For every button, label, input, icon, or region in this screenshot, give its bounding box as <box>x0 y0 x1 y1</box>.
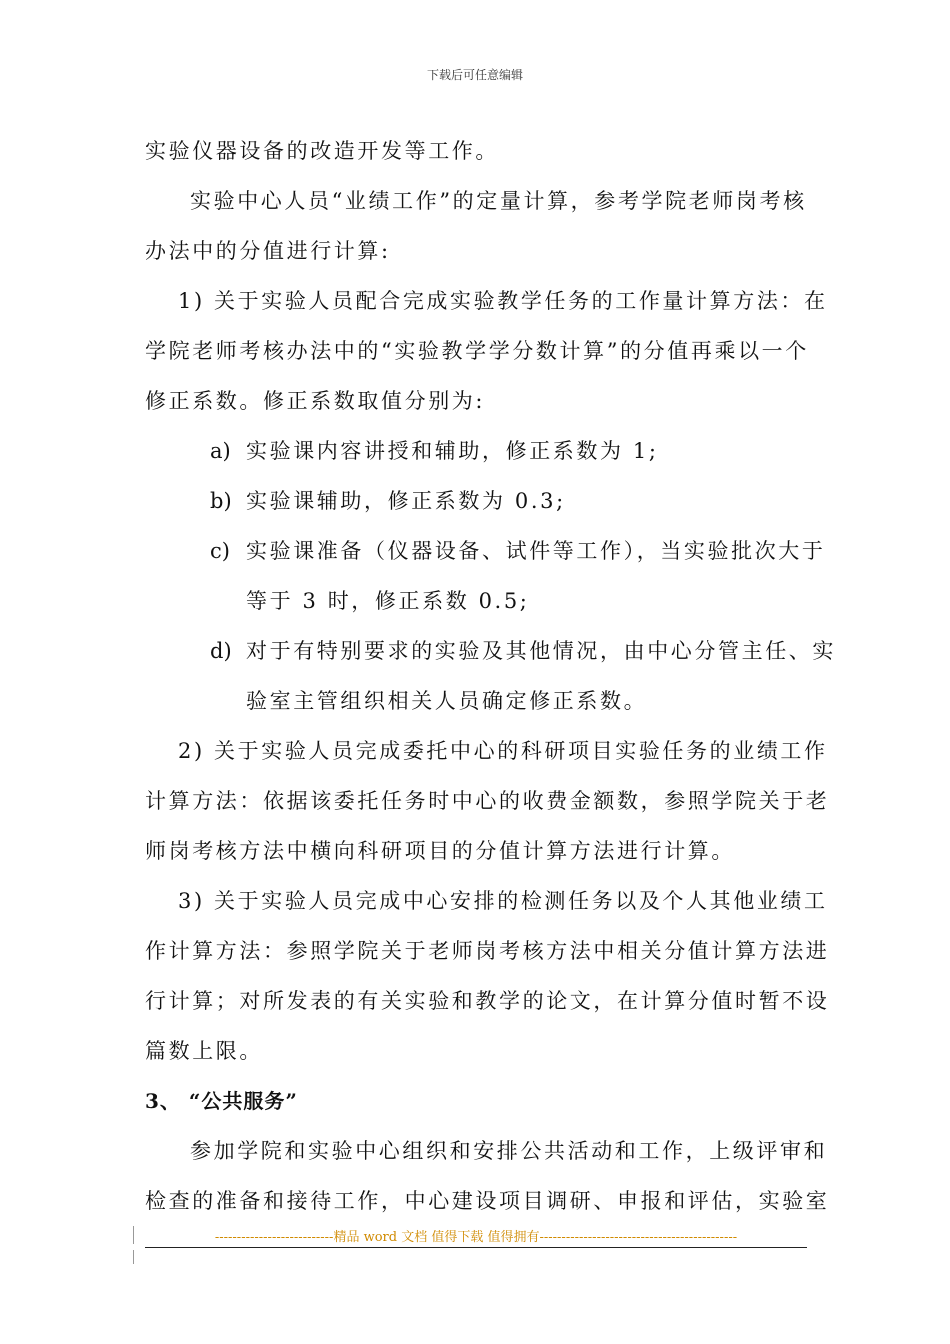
body-line-9: 师岗考核方法中横向科研项目的分值计算方法进行计算。 <box>145 839 735 863</box>
body-line-12: 行计算；对所发表的有关实验和教学的论文，在计算分值时暂不设 <box>145 989 830 1013</box>
body-line-11: 作计算方法：参照学院关于老师岗考核方法中相关分值计算方法进 <box>145 939 830 963</box>
list-text-c-line2: 等于 3 时，修正系数 0.5; <box>246 589 530 613</box>
list-text-a: 实验课内容讲授和辅助，修正系数为 1; <box>246 439 659 463</box>
list-label-a: a) <box>210 439 231 463</box>
body-line-1: 实验仪器设备的改造开发等工作。 <box>145 139 499 163</box>
body-line-2: 实验中心人员“业绩工作”的定量计算，参考学院老师岗考核 <box>190 189 807 213</box>
body-line-14: 参加学院和实验中心组织和安排公共活动和工作，上级评审和 <box>190 1139 828 1163</box>
body-line-6: 修正系数。修正系数取值分别为: <box>145 389 486 413</box>
footer-rule <box>145 1247 807 1248</box>
footer-watermark-text: ---------------------------精品 word 文档 值得下载 值得拥有--------------------------------------------- <box>214 1230 738 1245</box>
body-line-7: 2) 关于实验人员完成委托中心的科研项目实验任务的业绩工作 <box>178 739 828 763</box>
list-text-d-line1: 对于有特别要求的实验及其他情况，由中心分管主任、实 <box>246 639 836 663</box>
list-label-d: d) <box>210 639 232 663</box>
list-text-b: 实验课辅助，修正系数为 0.3; <box>246 489 566 513</box>
body-line-8: 计算方法：依据该委托任务时中心的收费金额数，参照学院关于老 <box>145 789 830 813</box>
body-line-15: 检查的准备和接待工作，中心建设项目调研、申报和评估，实验室 <box>145 1189 830 1213</box>
body-line-10: 3) 关于实验人员完成中心安排的检测任务以及个人其他业绩工 <box>178 889 828 913</box>
margin-mark-top <box>133 1226 134 1244</box>
body-line-3: 办法中的分值进行计算: <box>145 239 391 263</box>
list-text-d-line2: 验室主管组织相关人员确定修正系数。 <box>246 689 648 713</box>
body-line-5: 学院老师考核办法中的“实验教学学分数计算”的分值再乘以一个 <box>145 339 809 363</box>
section-heading-3: 3、 “公共服务” <box>145 1089 298 1113</box>
body-line-13: 篇数上限。 <box>145 1039 263 1063</box>
list-text-c-line1: 实验课准备（仪器设备、试件等工作），当实验批次大于 <box>246 539 826 563</box>
list-label-b: b) <box>210 489 232 513</box>
body-line-4: 1) 关于实验人员配合完成实验教学任务的工作量计算方法：在 <box>178 289 828 313</box>
margin-mark-bottom <box>133 1250 134 1264</box>
list-label-c: c) <box>210 539 230 563</box>
page-header-note: 下载后可任意编辑 <box>426 68 523 82</box>
